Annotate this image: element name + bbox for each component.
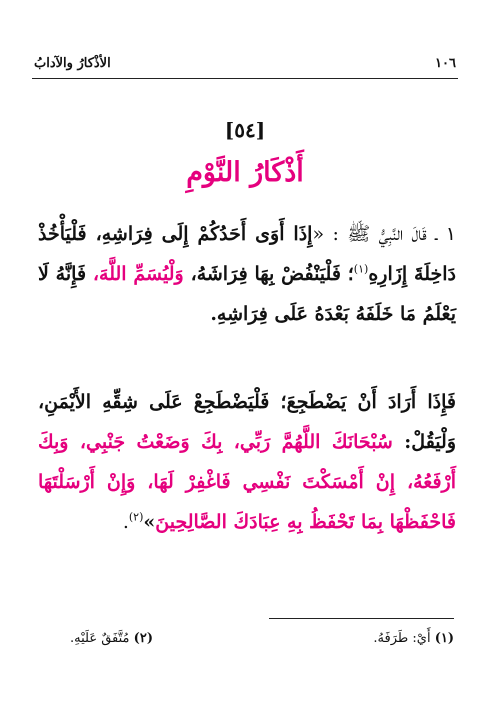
hadith-text: إِذَا أَوَى أَحَدُكُمْ إِلَى فِرَاشِهِ، فَلْيَأْخُذْ دَاخِلَةَ إِزَارِهِ: [38, 223, 456, 285]
page-number: ١٠٦: [435, 55, 456, 71]
footnote-2-text: مُتَّفَقٌ عَلَيْهِ.: [70, 631, 130, 646]
footnote-2: [70, 631, 153, 653]
hadith-text: فَإِنَّهُ لَا يَعْلَمُ مَا خَلَفَهُ بَعْدَهُ عَلَى فِرَاشِهِ.: [38, 263, 456, 325]
hadith-intro: ١ ـ قَالَ النَّبِيُّ ﷺ : «: [312, 223, 456, 245]
chapter-number: [٥٤]: [224, 118, 266, 142]
footnote-1: [373, 631, 454, 653]
running-title: الأذْكارُ والآدابُ: [34, 55, 111, 71]
dhikr-highlight: وَلْيُسَمِّ اللَّهَ،: [92, 263, 184, 285]
footnote-ref-1: (١): [353, 262, 369, 276]
chapter-title: أَذْكَارُ النَّوْمِ: [186, 157, 304, 188]
sentence-end: .: [122, 511, 129, 533]
footnotes: [70, 631, 454, 653]
footnote-1-text: أَيْ: طَرَفَهُ.: [373, 631, 431, 646]
footnote-ref-2: (٢): [128, 510, 144, 524]
hadith-text: ؛ فَلْيَنْفُضْ بِهَا فِرَاشَهُ،: [183, 263, 354, 285]
dhikr-supplication: سُبْحَانَكَ اللَّهُمَّ رَبِّي، بِكَ وَضَعْتُ جَنْبِي، وَبِكَ أَرْفَعُهُ، إِنْ أَمْسَكْتَ نَفْسِي فَاغْفِرْ لَهَا، وَإِنْ أَرْسَلْتَهَا فَاحْفَظْهَا بِمَا تَحْفَظُ بِهِ عِبَادَكَ الصَّالِحِينَ: [38, 431, 456, 533]
footnote-2-label: (٢): [133, 631, 153, 646]
hadith-paragraph-1: [38, 214, 456, 334]
footnote-1-label: (١): [434, 631, 454, 646]
closing-quote: »: [143, 511, 156, 533]
footnote-divider: [269, 618, 454, 619]
header-divider: [32, 78, 458, 79]
running-header: [34, 52, 456, 74]
hadith-text: فَإِذَا أَرَادَ أَنْ يَضْطَجِعَ؛ فَلْيَضْطَجِعْ عَلَى شِقِّهِ الأَيْمَنِ، وَلْيَقُلْ:: [38, 391, 456, 453]
hadith-paragraph-2: [38, 382, 456, 542]
